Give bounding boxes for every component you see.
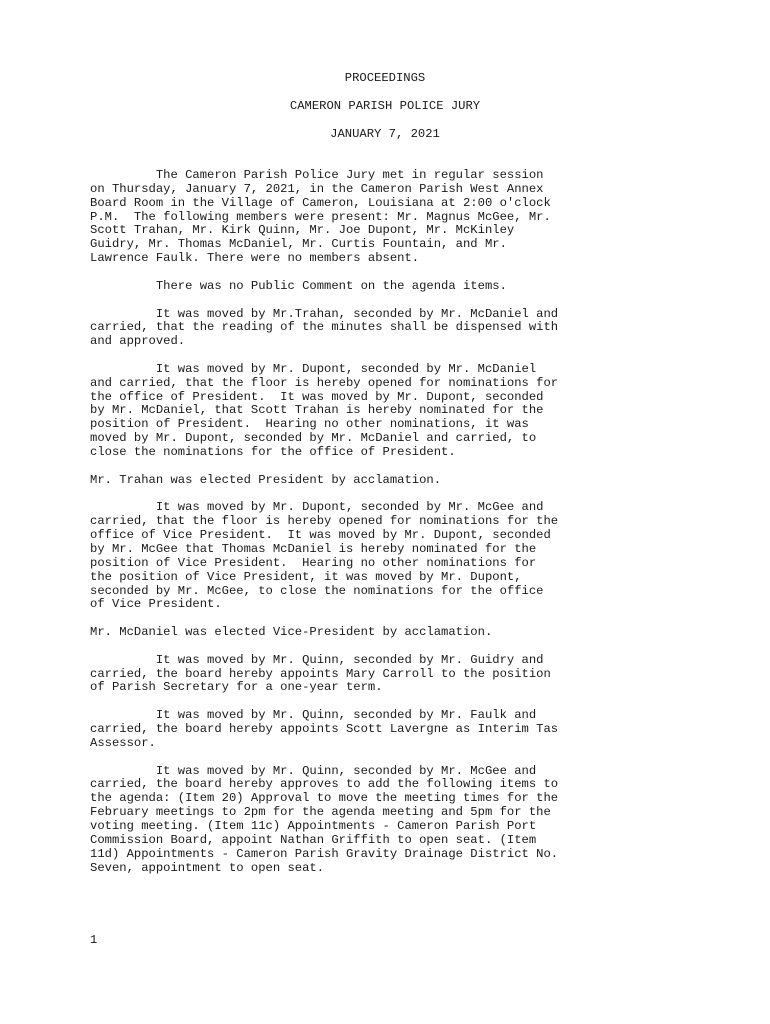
paragraph-line: February meetings to 2pm for the agenda meeting and 5pm for the xyxy=(90,805,551,820)
paragraph-line: There was no Public Comment on the agenda items. xyxy=(90,278,507,293)
paragraph-line: and approved. xyxy=(90,334,186,349)
paragraph-line: It was moved by Mr. Quinn, seconded by Mr. Guidry and xyxy=(90,652,544,667)
paragraph-line: the position of Vice President, it was moved by Mr. Dupont, xyxy=(90,569,522,584)
paragraph-line: Guidry, Mr. Thomas McDaniel, Mr. Curtis Fountain, and Mr. xyxy=(90,237,507,252)
paragraph-line: the agenda: (Item 20) Approval to move the meeting times for the xyxy=(90,791,559,806)
paragraph-line: by Mr. McDaniel, that Scott Trahan is hereby nominated for the xyxy=(90,403,544,418)
paragraph-line: office of Vice President. It was moved by Mr. Dupont, seconded xyxy=(90,528,551,543)
paragraph-line: by Mr. McGee that Thomas McDaniel is hereby nominated for the xyxy=(90,541,537,556)
paragraph-line: Scott Trahan, Mr. Kirk Quinn, Mr. Joe Dupont, Mr. McKinley xyxy=(90,223,515,238)
paragraph-line: Assessor. xyxy=(90,735,156,750)
paragraph-line: of Vice President. xyxy=(90,597,222,612)
meeting-date: JANUARY 7, 2021 xyxy=(330,127,440,141)
paragraph-line: Mr. Trahan was elected President by acclamation. xyxy=(90,472,442,487)
paragraph-line: moved by Mr. Dupont, seconded by Mr. McDaniel and carried, to xyxy=(90,431,537,446)
paragraph-line: It was moved by Mr. Quinn, seconded by Mr. McGee and xyxy=(90,763,537,778)
paragraph-line: The Cameron Parish Police Jury met in regular session xyxy=(90,168,544,182)
paragraph-line: It was moved by Mr. Dupont, seconded by Mr. McGee and xyxy=(90,500,544,515)
paragraph-line: carried, the board hereby appoints Scott Lavergne as Interim Tas xyxy=(90,722,559,736)
paragraph-line: P.M. The following members were present: Mr. Magnus McGee, Mr. xyxy=(90,209,551,224)
paragraph-line: It was moved by Mr.Trahan, seconded by Mr. McDaniel and xyxy=(90,306,559,321)
paragraph-line: seconded by Mr. McGee, to close the nominations for the office xyxy=(90,583,544,598)
paragraph-line: It was moved by Mr. Quinn, seconded by Mr. Faulk and xyxy=(90,708,537,723)
organization-name: CAMERON PARISH POLICE JURY xyxy=(289,99,481,113)
paragraph-line: It was moved by Mr. Dupont, seconded by Mr. McDaniel xyxy=(90,361,537,376)
paragraph-line: on Thursday, January 7, 2021, in the Cameron Parish West Annex xyxy=(90,181,544,196)
page-number: 1 xyxy=(90,933,98,947)
paragraph-line: of Parish Secretary for a one-year term. xyxy=(90,680,383,695)
paragraph-line: voting meeting. (Item 11c) Appointments - Cameron Parish Port xyxy=(90,818,537,833)
paragraph-line: close the nominations for the office of President. xyxy=(90,445,456,459)
paragraph-line: carried, the board hereby appoints Mary Carroll to the position xyxy=(90,666,551,681)
paragraph-line: carried, that the reading of the minutes shall be dispensed with xyxy=(90,320,559,335)
paragraph-line: Lawrence Faulk. There were no members absent. xyxy=(90,251,420,266)
paragraph-line: the office of President. It was moved by Mr. Dupont, seconded xyxy=(90,389,544,404)
paragraph-line: position of President. Hearing no other nominations, it was xyxy=(90,417,529,432)
document-title: PROCEEDINGS xyxy=(344,71,426,85)
paragraph-line: Board Room in the Village of Cameron, Louisiana at 2:00 o'clock xyxy=(90,195,551,210)
paragraph-line: Seven, appointment to open seat. xyxy=(90,860,325,875)
paragraph-line: carried, the board hereby approves to add the following items to xyxy=(90,777,559,792)
paragraph-line: Commission Board, appoint Nathan Griffith to open seat. (Item xyxy=(90,832,537,847)
paragraph-line: position of Vice President. Hearing no other nominations for xyxy=(90,555,537,570)
paragraph-line: carried, that the floor is hereby opened for nominations for the xyxy=(90,514,559,529)
paragraph-line: Mr. McDaniel was elected Vice-President by acclamation. xyxy=(90,625,493,640)
paragraph-line: 11d) Appointments - Cameron Parish Gravity Drainage District No. xyxy=(90,846,559,861)
paragraph-line: and carried, that the floor is hereby opened for nominations for xyxy=(90,375,559,390)
